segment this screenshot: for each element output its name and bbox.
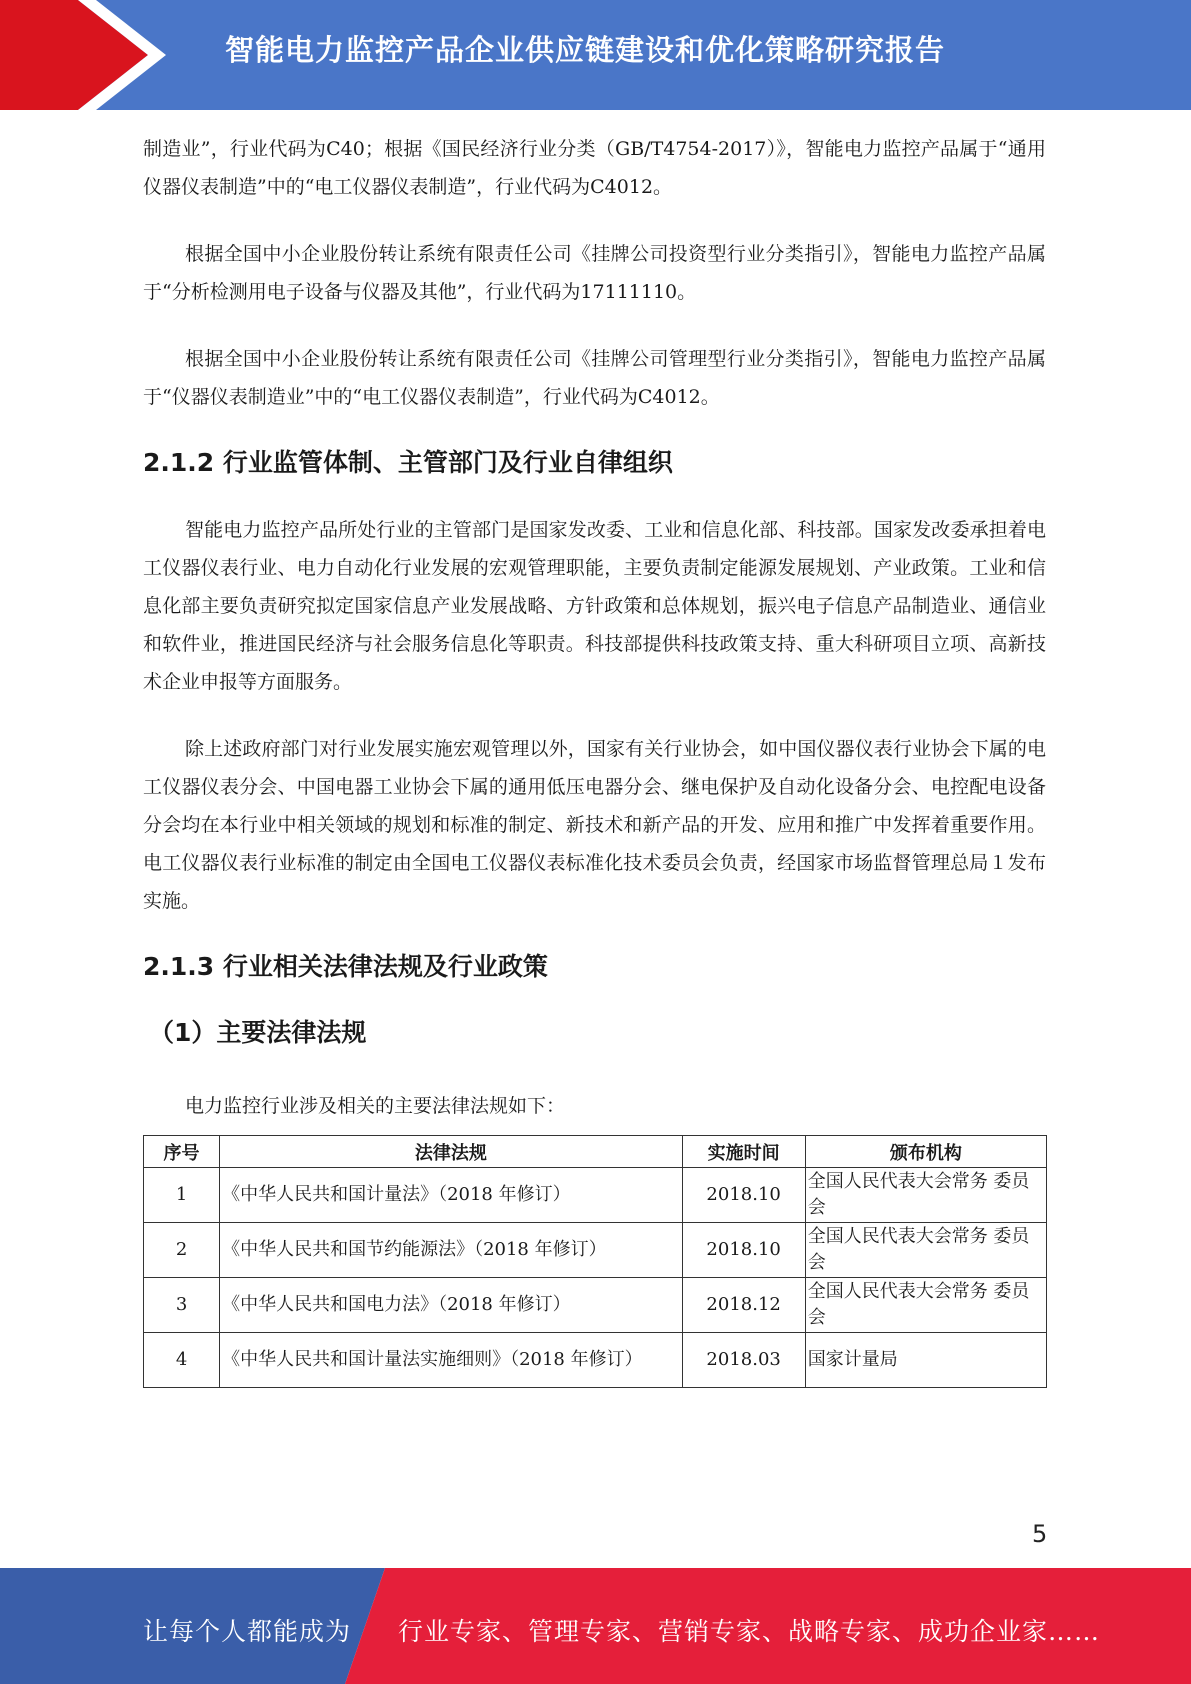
cell-date: 2018.12 [682,1278,805,1333]
cell-date: 2018.03 [682,1333,805,1388]
cell-org: 全国人民代表大会常务 委员会 [805,1168,1046,1223]
table-row [144,1333,1047,1388]
table-row [144,1168,1047,1223]
page-header [0,0,1191,110]
table-row [144,1278,1047,1333]
cell-no: 1 [144,1168,220,1223]
heading-2-1-3: 2.1.3 行业相关法律法规及行业政策 [143,952,548,981]
page-number: 5 [1032,1520,1048,1548]
cell-org: 全国人民代表大会常务 委员会 [805,1278,1046,1333]
paragraph-regulators: 智能电力监控产品所处行业的主管部门是国家发改委、工业和信息化部、科技部。国家发改委承担着电工仪器仪表行业、电力自动化行业发展的宏观管理职能，主要负责制定能源发展规划、产业政策。工业和信息化部主要负责研究拟定国家信息产业发展战略、方针政策和总体规划，振兴电子信息产品制造业、通信业和软件业，推进国民经济与社会服务信息化等职责。科技部提供科技政策支持、重大科研项目立项、高新技术企业申报等方面服务。 [143,519,1046,693]
header-date: 实施时间 [682,1136,805,1168]
paragraph-investment-classification: 根据全国中小企业股份转让系统有限责任公司《挂牌公司投资型行业分类指引》，智能电力监控产品属于“分析检测用电子设备与仪器及其他”，行业代码为17111110。 [143,243,1046,303]
laws-table [143,1135,1047,1388]
table-intro: 电力监控行业涉及相关的主要法律法规如下： [185,1095,566,1117]
header-law: 法律法规 [220,1136,683,1168]
subheading-main-laws: （1）主要法律法规 [149,1018,367,1047]
header-org: 颁布机构 [805,1136,1046,1168]
cell-date: 2018.10 [682,1223,805,1278]
heading-2-1-2: 2.1.2 行业监管体制、主管部门及行业自律组织 [143,448,673,477]
cell-law: 《中华人民共和国节约能源法》（2018 年修订） [220,1223,683,1278]
header-no: 序号 [144,1136,220,1168]
cell-law: 《中华人民共和国计量法》（2018 年修订） [220,1168,683,1223]
cell-org: 全国人民代表大会常务 委员会 [805,1223,1046,1278]
paragraph-continued: 制造业”，行业代码为C40；根据《国民经济行业分类（GB/T4754-2017）》，智能电力监控产品属于“通用仪器仪表制造”中的“电工仪器仪表制造”，行业代码为C4012。 [143,138,1046,198]
footer-slogan-left: 让每个人都能成为 [143,1617,352,1646]
cell-no: 4 [144,1333,220,1388]
cell-org: 国家计量局 [805,1333,1046,1388]
page-body [143,130,1046,1388]
footer-slogan-right: 行业专家、管理专家、营销专家、战略专家、成功企业家…… [398,1617,1101,1646]
report-title: 智能电力监控产品企业供应链建设和优化策略研究报告 [225,33,946,67]
cell-no: 3 [144,1278,220,1333]
cell-law: 《中华人民共和国电力法》（2018 年修订） [220,1278,683,1333]
cell-date: 2018.10 [682,1168,805,1223]
page-footer [0,1568,1191,1684]
cell-law: 《中华人民共和国计量法实施细则》（2018 年修订） [220,1333,683,1388]
paragraph-management-classification: 根据全国中小企业股份转让系统有限责任公司《挂牌公司管理型行业分类指引》，智能电力监控产品属于“仪器仪表制造业”中的“电工仪器仪表制造”，行业代码为C4012。 [143,348,1046,408]
cell-no: 2 [144,1223,220,1278]
paragraph-associations: 除上述政府部门对行业发展实施宏观管理以外，国家有关行业协会，如中国仪器仪表行业协会下属的电工仪器仪表分会、中国电器工业协会下属的通用低压电器分会、继电保护及自动化设备分会、电控配电设备分会均在本行业中相关领域的规划和标准的制定、新技术和新产品的开发、应用和推广中发挥着重要作用。电工仪器仪表行业标准的制定由全国电工仪器仪表标准化技术委员会负责，经国家市场监督管理总局１发布实施。 [143,738,1046,912]
table-row [144,1223,1047,1278]
table-header-row [144,1136,1047,1168]
